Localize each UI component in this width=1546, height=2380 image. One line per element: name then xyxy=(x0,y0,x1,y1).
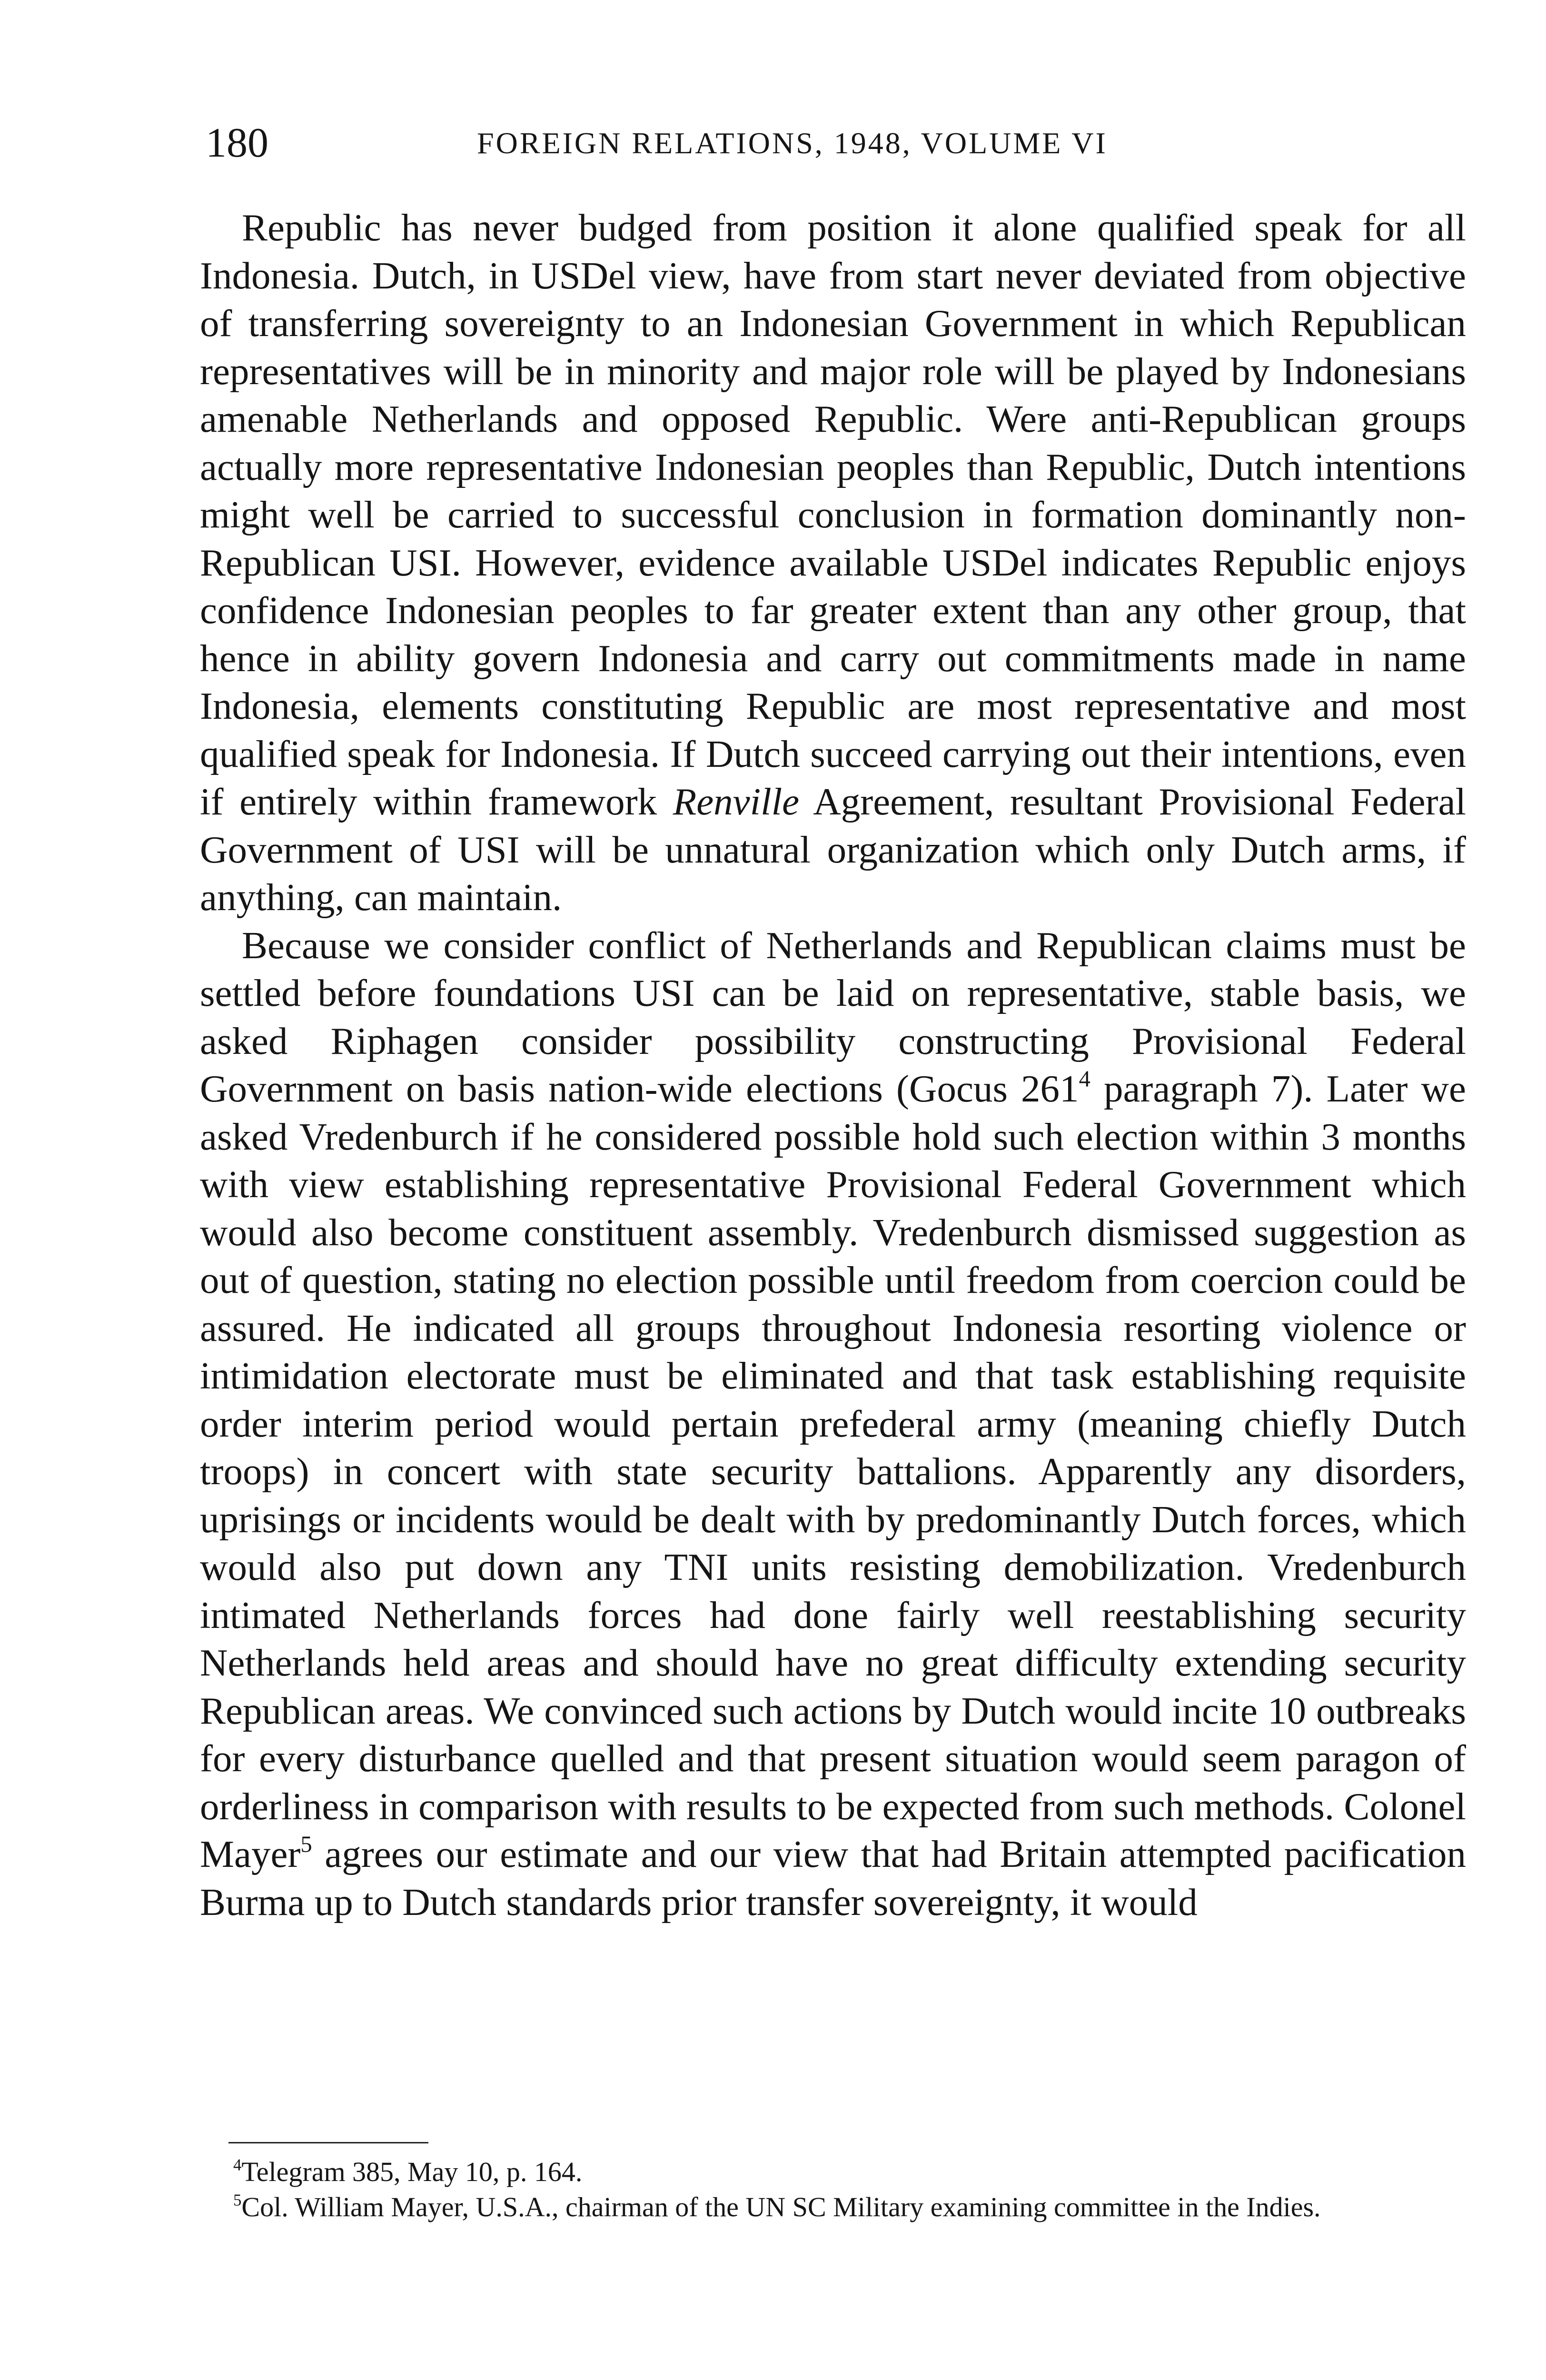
footnote-mark: 4 xyxy=(233,2155,242,2174)
paragraph-1 xyxy=(200,204,1466,922)
paragraph-2-text-a: Because we consider conflict of Netherlands and Republican claims must be settled before foundations USI can be laid on representative, stable basis, we asked Riphagen consider possibility constructing Provisional Federal Government on basis nation-wide elections (Gocus 261 xyxy=(200,923,1466,1110)
page-header xyxy=(206,117,1462,169)
footnote-mark: 5 xyxy=(233,2191,242,2210)
footnote-text: Col. William Mayer, U.S.A., chairman of the UN SC Military examining committee in the Indies. xyxy=(241,2192,1321,2222)
footnote-divider xyxy=(228,2142,428,2143)
footnote-4 xyxy=(200,2155,1466,2189)
paragraph-2-text-b: paragraph 7). Later we asked Vredenburch if he considered possible hold such election within 3 months with view establishing representative Provisional Federal Government which would also become constituent assembly. Vredenburch dismissed suggestion as out of question, stating no election possible until freedom from coercion could be assured. He indicated all groups throughout Indonesia resorting violence or intimidation electorate must be eliminated and that task establishing requisite order interim period would pertain prefederal army (meaning chiefly Dutch troops) in concert with state security battalions. Apparently any disorders, uprisings or incidents would be dealt with by predominantly Dutch forces, which would also put down any TNI units resisting demobilization. Vredenburch intimated Netherlands forces had done fairly well reestablishing security Netherlands held areas and should have no great difficulty extending security Republican areas. We convinced such actions by Dutch would incite 10 outbreaks for every disturbance quelled and that present situation would seem paragon of orderliness in comparison with results to be expected from such methods. Colonel Mayer xyxy=(200,1067,1466,1875)
body-text xyxy=(200,204,1466,1926)
page-number: 180 xyxy=(206,120,268,166)
footnotes xyxy=(200,2155,1466,2226)
footnote-ref-4[interactable]: 4 xyxy=(1079,1066,1090,1092)
paragraph-1-text-b: Agreement, resultant Provisional Federal Government of USI will be unnatural organization which only Dutch arms, if anything, can maintain. xyxy=(200,780,1467,919)
paragraph-2-text-c: agrees our estimate and our view that had Britain attempted pacification Burma up to Dutch standards prior transfer sovereignty, it would xyxy=(200,1833,1466,1924)
paragraph-2 xyxy=(200,922,1466,1926)
footnote-text: Telegram 385, May 10, p. 164. xyxy=(241,2156,583,2187)
footnote-ref-5[interactable]: 5 xyxy=(300,1831,312,1857)
footnote-5 xyxy=(200,2191,1466,2224)
running-title: FOREIGN RELATIONS, 1948, VOLUME VI xyxy=(477,126,1108,160)
italic-term: Renville xyxy=(673,780,800,823)
paragraph-1-text-a: Republic has never budged from position it alone qualified speak for all Indonesia. Dutch, in USDel view, have from start never deviated from objective of transferring sovereignty to an Indonesian Government in which Republican representatives will be in minority and major role will be played by Indonesians amenable Netherlands and opposed Republic. Were anti-Republican groups actually more representative Indonesian peoples than Republic, Dutch intentions might well be carried to successful conclusion in formation dominantly non-Republican USI. However, evidence available USDel indicates Republic enjoys confidence Indonesian peoples to far greater extent than any other group, that hence in ability govern Indonesia and carry out commitments made in name Indonesia, elements constituting Republic are most representative and most qualified speak for Indonesia. If Dutch succeed carrying out their intentions, even if entirely within framework xyxy=(200,206,1466,823)
